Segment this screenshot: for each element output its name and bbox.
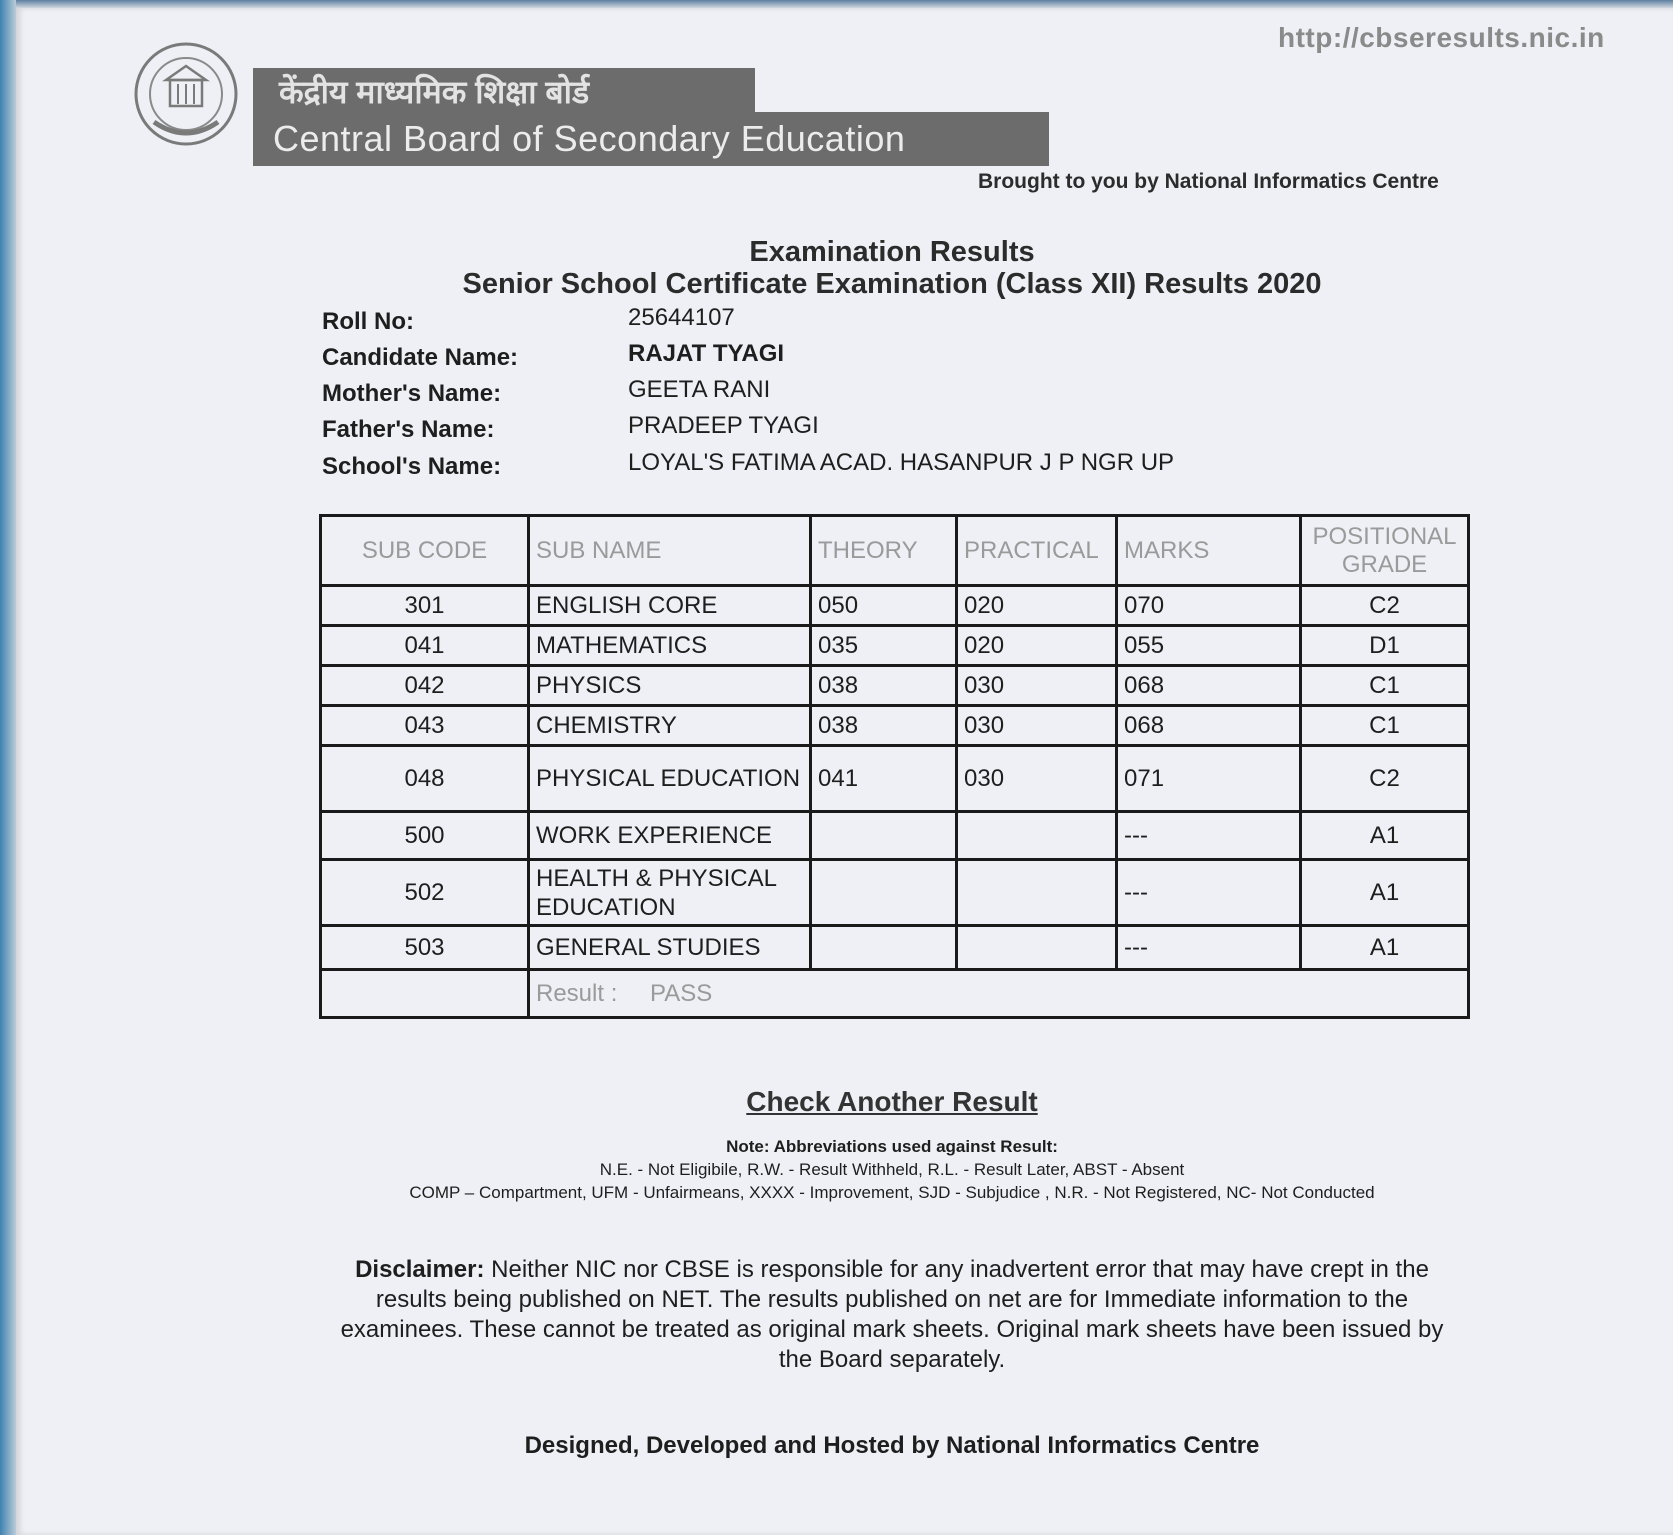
sub-name-cell: WORK EXPERIENCE <box>529 812 811 860</box>
result-value: PASS <box>650 979 713 1007</box>
father-name-label: Father's Name: <box>322 416 495 443</box>
result-sheet <box>16 8 1673 1535</box>
marks-cell: 070 <box>1117 586 1301 626</box>
practical-cell <box>957 926 1117 970</box>
practical-cell: 030 <box>957 746 1117 812</box>
table-row <box>321 746 1469 812</box>
header-positional-grade: POSITIONAL GRADE <box>1301 516 1469 586</box>
theory-cell: 041 <box>811 746 957 812</box>
table-row <box>321 666 1469 706</box>
sub-name-cell: GENERAL STUDIES <box>529 926 811 970</box>
roll-number-value: 25644107 <box>628 304 735 331</box>
note-title: Note: Abbreviations used against Result: <box>726 1137 1058 1156</box>
practical-cell: 020 <box>957 586 1117 626</box>
sub-code-cell: 503 <box>321 926 529 970</box>
disclaimer <box>322 1255 1462 1375</box>
sub-name-cell: ENGLISH CORE <box>529 586 811 626</box>
sub-name-cell: CHEMISTRY <box>529 706 811 746</box>
practical-cell <box>957 812 1117 860</box>
table-row <box>321 812 1469 860</box>
theory-cell: 035 <box>811 626 957 666</box>
marks-table <box>319 514 1470 1019</box>
grade-cell: C1 <box>1301 666 1469 706</box>
result-empty-cell <box>321 970 529 1018</box>
cbse-seal-logo <box>132 40 240 148</box>
grade-cell: C2 <box>1301 586 1469 626</box>
theory-cell: 038 <box>811 706 957 746</box>
grade-cell: C2 <box>1301 746 1469 812</box>
board-name-english: Central Board of Secondary Education <box>253 112 1049 166</box>
sub-code-cell: 502 <box>321 860 529 926</box>
marks-cell: 068 <box>1117 666 1301 706</box>
sub-code-cell: 042 <box>321 666 529 706</box>
sub-code-cell: 041 <box>321 626 529 666</box>
marks-cell: --- <box>1117 926 1301 970</box>
header-theory: THEORY <box>811 516 957 586</box>
scan-edge-left <box>0 0 16 1535</box>
sub-code-cell: 043 <box>321 706 529 746</box>
sub-code-cell: 048 <box>321 746 529 812</box>
sub-code-cell: 500 <box>321 812 529 860</box>
brought-by-text: Brought to you by National Informatics Centre <box>978 170 1439 193</box>
table-row <box>321 926 1469 970</box>
table-row <box>321 706 1469 746</box>
marks-cell: --- <box>1117 812 1301 860</box>
marks-cell: --- <box>1117 860 1301 926</box>
theory-cell <box>811 860 957 926</box>
grade-cell: D1 <box>1301 626 1469 666</box>
school-name-value: LOYAL'S FATIMA ACAD. HASANPUR J P NGR UP <box>628 449 1175 476</box>
table-row <box>321 626 1469 666</box>
header-practical: PRACTICAL <box>957 516 1117 586</box>
result-label: Result : <box>536 979 618 1007</box>
theory-cell <box>811 812 957 860</box>
candidate-name-label: Candidate Name: <box>322 344 519 371</box>
check-another-result-link[interactable]: Check Another Result <box>746 1086 1038 1117</box>
grade-cell: A1 <box>1301 812 1469 860</box>
disclaimer-label: Disclaimer: <box>355 1256 485 1283</box>
sub-name-cell: PHYSICAL EDUCATION <box>529 746 811 812</box>
board-name-hindi: केंद्रीय माध्यमिक शिक्षा बोर्ड <box>253 68 755 116</box>
sub-name-cell: MATHEMATICS <box>529 626 811 666</box>
theory-cell <box>811 926 957 970</box>
father-name-value: PRADEEP TYAGI <box>628 412 819 439</box>
table-row <box>321 860 1469 926</box>
header-sub-code: SUB CODE <box>321 516 529 586</box>
grade-cell: A1 <box>1301 860 1469 926</box>
site-url[interactable]: http://cbseresults.nic.in <box>1278 22 1605 53</box>
practical-cell <box>957 860 1117 926</box>
scan-edge-top <box>0 0 1673 8</box>
note-line-1: N.E. - Not Eligibile, R.W. - Result Withheld, R.L. - Result Later, ABST - Absent <box>599 1160 1185 1179</box>
grade-cell: C1 <box>1301 706 1469 746</box>
sub-name-cell: HEALTH & PHYSICAL EDUCATION <box>529 860 811 926</box>
sub-code-cell: 301 <box>321 586 529 626</box>
exam-subtitle: Senior School Certificate Examination (Class XII) Results 2020 <box>462 268 1322 300</box>
practical-cell: 030 <box>957 666 1117 706</box>
exam-title: Examination Results <box>749 236 1035 268</box>
footer-credit: Designed, Developed and Hosted by National Informatics Centre <box>524 1432 1260 1459</box>
mother-name-label: Mother's Name: <box>322 380 502 407</box>
theory-cell: 038 <box>811 666 957 706</box>
disclaimer-text: Neither NIC nor CBSE is responsible for any inadvertent error that may have crept in the results being published on NET. The results published on net are for Immediate information to the examinees. These cannot be treated as original mark sheets. Original mark sheets have been issued by the Board separately. <box>340 1256 1444 1373</box>
roll-number-label: Roll No: <box>322 308 414 335</box>
practical-cell: 030 <box>957 706 1117 746</box>
sub-name-cell: PHYSICS <box>529 666 811 706</box>
header-sub-name: SUB NAME <box>529 516 811 586</box>
mother-name-value: GEETA RANI <box>628 376 771 403</box>
marks-cell: 055 <box>1117 626 1301 666</box>
school-name-label: School's Name: <box>322 453 502 480</box>
result-cell <box>529 970 1469 1018</box>
theory-cell: 050 <box>811 586 957 626</box>
marks-cell: 071 <box>1117 746 1301 812</box>
marks-cell: 068 <box>1117 706 1301 746</box>
result-row <box>321 970 1469 1018</box>
marks-table-header <box>321 516 1469 586</box>
practical-cell: 020 <box>957 626 1117 666</box>
candidate-name-value: RAJAT TYAGI <box>628 340 785 367</box>
table-row <box>321 586 1469 626</box>
note-line-2: COMP – Compartment, UFM - Unfairmeans, XXXX - Improvement, SJD - Subjudice , N.R. - Not Registered, NC- Not Conducted <box>409 1183 1375 1202</box>
grade-cell: A1 <box>1301 926 1469 970</box>
header-marks: MARKS <box>1117 516 1301 586</box>
